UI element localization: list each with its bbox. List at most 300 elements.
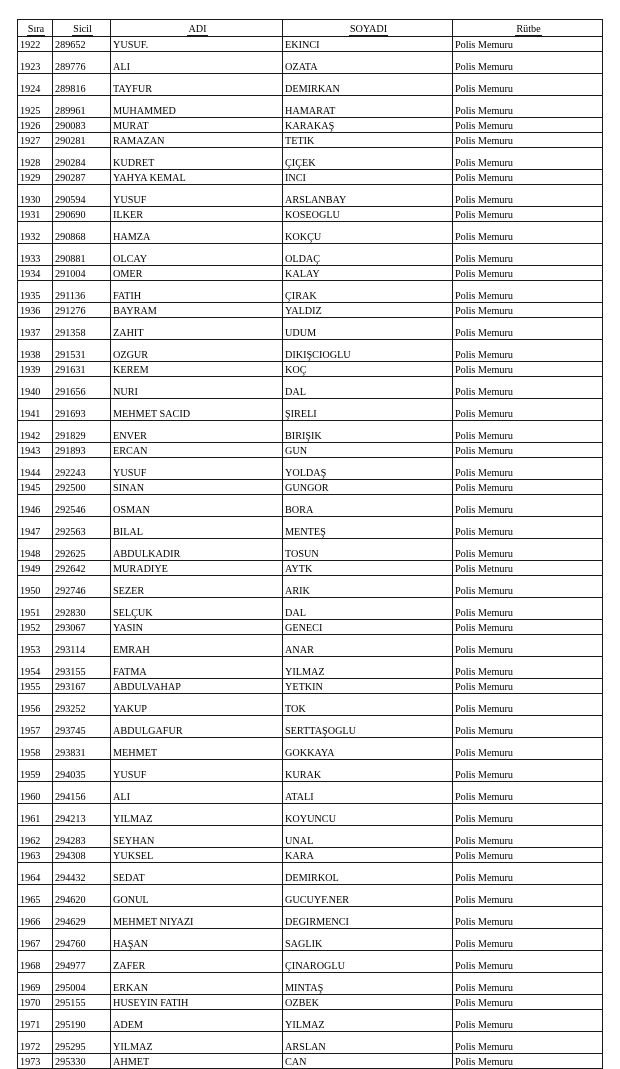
cell-rutbe: Polis Memuru [453, 995, 603, 1010]
cell-sira: 1965 [18, 885, 53, 907]
cell-rutbe: Polis Memuru [453, 118, 603, 133]
cell-soyadi: ARSLANBAY [283, 185, 453, 207]
cell-adi: ERCAN [111, 443, 283, 458]
cell-sicil: 293155 [53, 657, 111, 679]
column-header-soyadi: SOYADI [283, 20, 453, 37]
cell-rutbe: Polis Memuru [453, 863, 603, 885]
cell-soyadi: ÇIÇEK [283, 148, 453, 170]
cell-rutbe: Polis Memuru [453, 716, 603, 738]
cell-soyadi: ÇINAROGLU [283, 951, 453, 973]
cell-sira: 1949 [18, 561, 53, 576]
table-row[interactable] [18, 576, 603, 598]
cell-adi: YUSUF [111, 185, 283, 207]
cell-adi: AHMET [111, 1054, 283, 1069]
cell-sira: 1962 [18, 826, 53, 848]
cell-sicil: 293067 [53, 620, 111, 635]
cell-adi: HUSEYIN FATIH [111, 995, 283, 1010]
table-row[interactable] [18, 37, 603, 52]
cell-soyadi: YALDIZ [283, 303, 453, 318]
cell-rutbe: Polis Memuru [453, 848, 603, 863]
cell-soyadi: DEMIRKOL [283, 863, 453, 885]
table-row[interactable] [18, 995, 603, 1010]
cell-adi: ZAHIT [111, 318, 283, 340]
cell-soyadi: ATALI [283, 782, 453, 804]
cell-adi: YAHYA KEMAL [111, 170, 283, 185]
table-row[interactable] [18, 74, 603, 96]
cell-sira: 1932 [18, 222, 53, 244]
cell-rutbe: Polis Memuru [453, 782, 603, 804]
cell-sicil: 294977 [53, 951, 111, 973]
cell-sicil: 289961 [53, 96, 111, 118]
table-row[interactable] [18, 738, 603, 760]
cell-sicil: 290690 [53, 207, 111, 222]
cell-soyadi: SAGLIK [283, 929, 453, 951]
cell-soyadi: MENTEŞ [283, 517, 453, 539]
cell-sicil: 293745 [53, 716, 111, 738]
table-row[interactable] [18, 657, 603, 679]
cell-soyadi: KOKÇU [283, 222, 453, 244]
cell-sicil: 294432 [53, 863, 111, 885]
cell-sira: 1972 [18, 1032, 53, 1054]
cell-rutbe: Polis Memuru [453, 929, 603, 951]
cell-sicil: 294629 [53, 907, 111, 929]
cell-adi: MEHMET [111, 738, 283, 760]
cell-soyadi: DAL [283, 377, 453, 399]
cell-sicil: 290594 [53, 185, 111, 207]
cell-soyadi: ARSLAN [283, 1032, 453, 1054]
cell-soyadi: KURAK [283, 760, 453, 782]
cell-sira: 1923 [18, 52, 53, 74]
table-row[interactable] [18, 826, 603, 848]
cell-sira: 1922 [18, 37, 53, 52]
table-row[interactable] [18, 517, 603, 539]
cell-adi: OLCAY [111, 244, 283, 266]
cell-sicil: 290868 [53, 222, 111, 244]
table-header [18, 20, 603, 37]
cell-rutbe: Polis Memuru [453, 480, 603, 495]
cell-sira: 1936 [18, 303, 53, 318]
cell-soyadi: DIKIŞCIOGLU [283, 340, 453, 362]
cell-sicil: 294760 [53, 929, 111, 951]
cell-adi: ZAFER [111, 951, 283, 973]
table-row[interactable] [18, 598, 603, 620]
cell-sicil: 295190 [53, 1010, 111, 1032]
cell-sicil: 292500 [53, 480, 111, 495]
cell-adi: OSMAN [111, 495, 283, 517]
cell-sira: 1948 [18, 539, 53, 561]
cell-adi: BILAL [111, 517, 283, 539]
cell-rutbe: Polis Memuru [453, 443, 603, 458]
cell-sicil: 292642 [53, 561, 111, 576]
cell-soyadi: OZATA [283, 52, 453, 74]
cell-soyadi: KARAKAŞ [283, 118, 453, 133]
table-row[interactable] [18, 222, 603, 244]
cell-sicil: 290881 [53, 244, 111, 266]
cell-sira: 1969 [18, 973, 53, 995]
cell-soyadi: HAMARAT [283, 96, 453, 118]
cell-adi: GONUL [111, 885, 283, 907]
cell-rutbe: Polis Memuru [453, 657, 603, 679]
cell-sira: 1937 [18, 318, 53, 340]
cell-soyadi: ŞIRELI [283, 399, 453, 421]
cell-soyadi: YILMAZ [283, 657, 453, 679]
cell-soyadi: OLDAÇ [283, 244, 453, 266]
cell-soyadi: DAL [283, 598, 453, 620]
table-row[interactable] [18, 480, 603, 495]
cell-sira: 1929 [18, 170, 53, 185]
table-row[interactable] [18, 716, 603, 738]
cell-sicil: 290083 [53, 118, 111, 133]
cell-rutbe: Polis Memuru [453, 421, 603, 443]
cell-sira: 1956 [18, 694, 53, 716]
table-row[interactable] [18, 458, 603, 480]
cell-sicil: 292746 [53, 576, 111, 598]
table-body [18, 37, 603, 1069]
cell-adi: KUDRET [111, 148, 283, 170]
cell-soyadi: SERTTAŞOGLU [283, 716, 453, 738]
cell-rutbe: Polis Memuru [453, 679, 603, 694]
cell-adi: ALI [111, 782, 283, 804]
cell-rutbe: Polis Memuru [453, 738, 603, 760]
table-row[interactable] [18, 620, 603, 635]
cell-soyadi: KOYUNCU [283, 804, 453, 826]
cell-sicil: 291631 [53, 362, 111, 377]
cell-sicil: 294620 [53, 885, 111, 907]
cell-sicil: 291693 [53, 399, 111, 421]
column-header-sicil: Sicil [53, 20, 111, 37]
cell-adi: MEHMET NIYAZI [111, 907, 283, 929]
cell-sira: 1971 [18, 1010, 53, 1032]
cell-sicil: 293252 [53, 694, 111, 716]
cell-sira: 1970 [18, 995, 53, 1010]
cell-sira: 1934 [18, 266, 53, 281]
cell-rutbe: Polis Memuru [453, 539, 603, 561]
table-row[interactable] [18, 118, 603, 133]
cell-adi: YUSUF [111, 458, 283, 480]
cell-sira: 1943 [18, 443, 53, 458]
table-row[interactable] [18, 185, 603, 207]
table-row[interactable] [18, 421, 603, 443]
table-row[interactable] [18, 694, 603, 716]
table-row[interactable] [18, 318, 603, 340]
cell-sira: 1933 [18, 244, 53, 266]
table-row[interactable] [18, 951, 603, 973]
cell-soyadi: BORA [283, 495, 453, 517]
cell-soyadi: BIRIŞIK [283, 421, 453, 443]
table-row[interactable] [18, 907, 603, 929]
table-row[interactable] [18, 207, 603, 222]
cell-soyadi: INCI [283, 170, 453, 185]
cell-sira: 1959 [18, 760, 53, 782]
cell-adi: FATIH [111, 281, 283, 303]
table-row[interactable] [18, 782, 603, 804]
table-row[interactable] [18, 244, 603, 266]
table-row[interactable] [18, 133, 603, 148]
cell-sira: 1944 [18, 458, 53, 480]
cell-soyadi: GUN [283, 443, 453, 458]
cell-soyadi: KOSEOGLU [283, 207, 453, 222]
cell-adi: ENVER [111, 421, 283, 443]
table-row[interactable] [18, 760, 603, 782]
cell-rutbe: Polis Memuru [453, 170, 603, 185]
cell-sira: 1964 [18, 863, 53, 885]
table-row[interactable] [18, 863, 603, 885]
cell-sicil: 292546 [53, 495, 111, 517]
cell-rutbe: Polis Memuru [453, 1010, 603, 1032]
cell-adi: HAŞAN [111, 929, 283, 951]
cell-sicil: 290284 [53, 148, 111, 170]
cell-sira: 1928 [18, 148, 53, 170]
cell-sicil: 291276 [53, 303, 111, 318]
cell-adi: ADEM [111, 1010, 283, 1032]
cell-sira: 1966 [18, 907, 53, 929]
cell-rutbe: Polis Memuru [453, 303, 603, 318]
table-row[interactable] [18, 929, 603, 951]
cell-adi: SEZER [111, 576, 283, 598]
cell-sira: 1925 [18, 96, 53, 118]
cell-soyadi: GENECI [283, 620, 453, 635]
cell-rutbe: Polis Memuru [453, 362, 603, 377]
cell-sira: 1930 [18, 185, 53, 207]
cell-adi: ABDULVAHAP [111, 679, 283, 694]
cell-sicil: 294283 [53, 826, 111, 848]
cell-rutbe: Polis Memuru [453, 266, 603, 281]
cell-adi: YAKUP [111, 694, 283, 716]
cell-sicil: 290281 [53, 133, 111, 148]
table-row[interactable] [18, 1010, 603, 1032]
cell-adi: HAMZA [111, 222, 283, 244]
table-row[interactable] [18, 377, 603, 399]
cell-sira: 1927 [18, 133, 53, 148]
personnel-roster-table [17, 19, 603, 1069]
cell-sicil: 295295 [53, 1032, 111, 1054]
cell-soyadi: YETKIN [283, 679, 453, 694]
table-row[interactable] [18, 679, 603, 694]
table-row[interactable] [18, 281, 603, 303]
cell-soyadi: ÇIRAK [283, 281, 453, 303]
cell-adi: ALI [111, 52, 283, 74]
cell-sicil: 294213 [53, 804, 111, 826]
cell-rutbe: Polis Memuru [453, 804, 603, 826]
cell-soyadi: TOSUN [283, 539, 453, 561]
cell-adi: SEDAT [111, 863, 283, 885]
cell-soyadi: GUCUYF.NER [283, 885, 453, 907]
cell-soyadi: GOKKAYA [283, 738, 453, 760]
table-row[interactable] [18, 804, 603, 826]
cell-adi: ABDULGAFUR [111, 716, 283, 738]
cell-soyadi: KARA [283, 848, 453, 863]
cell-sira: 1946 [18, 495, 53, 517]
cell-rutbe: Polis Memuru [453, 340, 603, 362]
cell-adi: SINAN [111, 480, 283, 495]
cell-rutbe: Polis Memuru [453, 185, 603, 207]
cell-sicil: 292625 [53, 539, 111, 561]
table-row[interactable] [18, 885, 603, 907]
cell-sira: 1939 [18, 362, 53, 377]
cell-adi: KEREM [111, 362, 283, 377]
cell-sicil: 294156 [53, 782, 111, 804]
cell-sicil: 293167 [53, 679, 111, 694]
cell-adi: ABDULKADIR [111, 539, 283, 561]
cell-sicil: 291004 [53, 266, 111, 281]
cell-rutbe: Polis Memuru [453, 399, 603, 421]
table-row[interactable] [18, 340, 603, 362]
cell-sira: 1941 [18, 399, 53, 421]
cell-sicil: 294308 [53, 848, 111, 863]
table-row[interactable] [18, 1032, 603, 1054]
cell-sicil: 292563 [53, 517, 111, 539]
cell-sira: 1938 [18, 340, 53, 362]
cell-rutbe: Polis Memuru [453, 826, 603, 848]
cell-sicil: 291656 [53, 377, 111, 399]
cell-adi: RAMAZAN [111, 133, 283, 148]
cell-rutbe: Polis Memuru [453, 760, 603, 782]
cell-rutbe: Polis Metnuru [453, 561, 603, 576]
cell-rutbe: Polis Memuru [453, 148, 603, 170]
cell-adi: ILKER [111, 207, 283, 222]
cell-sira: 1973 [18, 1054, 53, 1069]
table-row[interactable] [18, 148, 603, 170]
cell-rutbe: Polis Memuru [453, 576, 603, 598]
cell-rutbe: Polis Memuru [453, 96, 603, 118]
cell-adi: TAYFUR [111, 74, 283, 96]
table-row[interactable] [18, 96, 603, 118]
cell-rutbe: Polis Memuru [453, 318, 603, 340]
cell-soyadi: CAN [283, 1054, 453, 1069]
cell-sira: 1945 [18, 480, 53, 495]
table-row[interactable] [18, 561, 603, 576]
cell-sicil: 291893 [53, 443, 111, 458]
cell-soyadi: EKINCI [283, 37, 453, 52]
table-row[interactable] [18, 52, 603, 74]
cell-sicil: 295155 [53, 995, 111, 1010]
cell-adi: MEHMET SACID [111, 399, 283, 421]
cell-soyadi: UDUM [283, 318, 453, 340]
cell-sira: 1960 [18, 782, 53, 804]
table-row[interactable] [18, 266, 603, 281]
cell-adi: SEYHAN [111, 826, 283, 848]
cell-sira: 1942 [18, 421, 53, 443]
cell-adi: YUSUF. [111, 37, 283, 52]
cell-adi: YILMAZ [111, 1032, 283, 1054]
cell-rutbe: Polis Memuru [453, 1054, 603, 1069]
cell-sira: 1951 [18, 598, 53, 620]
cell-rutbe: Polis Memuru [453, 951, 603, 973]
cell-soyadi: DEMIRKAN [283, 74, 453, 96]
cell-rutbe: Polis Memuru [453, 133, 603, 148]
cell-rutbe: Polis Memuru [453, 244, 603, 266]
table-row[interactable] [18, 170, 603, 185]
table-row[interactable] [18, 399, 603, 421]
cell-soyadi: OZBEK [283, 995, 453, 1010]
cell-rutbe: Polis Memuru [453, 207, 603, 222]
cell-sira: 1968 [18, 951, 53, 973]
cell-sicil: 292243 [53, 458, 111, 480]
table-row[interactable] [18, 973, 603, 995]
cell-sicil: 295330 [53, 1054, 111, 1069]
cell-sira: 1961 [18, 804, 53, 826]
cell-adi: BAYRAM [111, 303, 283, 318]
table-row[interactable] [18, 362, 603, 377]
cell-adi: FATMA [111, 657, 283, 679]
cell-adi: YUSUF [111, 760, 283, 782]
cell-soyadi: DEGIRMENCI [283, 907, 453, 929]
table-row[interactable] [18, 1054, 603, 1069]
header-row [18, 20, 603, 37]
cell-sicil: 290287 [53, 170, 111, 185]
cell-rutbe: Polis Memuru [453, 598, 603, 620]
cell-sicil: 291829 [53, 421, 111, 443]
cell-adi: ERKAN [111, 973, 283, 995]
cell-rutbe: Polis Memuru [453, 74, 603, 96]
cell-rutbe: Polis Memuru [453, 458, 603, 480]
cell-soyadi: ARIK [283, 576, 453, 598]
column-header-sira: Sıra [18, 20, 53, 37]
cell-sira: 1954 [18, 657, 53, 679]
cell-rutbe: Polis Memuru [453, 37, 603, 52]
cell-sira: 1957 [18, 716, 53, 738]
cell-soyadi: TETIK [283, 133, 453, 148]
cell-sicil: 292830 [53, 598, 111, 620]
cell-soyadi: AYTK [283, 561, 453, 576]
cell-sira: 1950 [18, 576, 53, 598]
cell-adi: MURAT [111, 118, 283, 133]
cell-rutbe: Polis Memuru [453, 620, 603, 635]
cell-soyadi: UNAL [283, 826, 453, 848]
table-row[interactable] [18, 443, 603, 458]
cell-sira: 1952 [18, 620, 53, 635]
cell-sicil: 293114 [53, 635, 111, 657]
cell-soyadi: YOLDAŞ [283, 458, 453, 480]
cell-rutbe: Polis Memuru [453, 377, 603, 399]
column-header-adi: ADI [111, 20, 283, 37]
cell-sicil: 291136 [53, 281, 111, 303]
cell-rutbe: Polis Memuru [453, 907, 603, 929]
cell-rutbe: Polis Memuru [453, 517, 603, 539]
cell-sicil: 289816 [53, 74, 111, 96]
cell-sicil: 294035 [53, 760, 111, 782]
cell-sira: 1967 [18, 929, 53, 951]
cell-soyadi: YILMAZ [283, 1010, 453, 1032]
cell-sira: 1955 [18, 679, 53, 694]
cell-adi: EMRAH [111, 635, 283, 657]
cell-rutbe: Polis Memuru [453, 52, 603, 74]
cell-adi: YUKSEL [111, 848, 283, 863]
table-row[interactable] [18, 495, 603, 517]
cell-rutbe: Polis Memuru [453, 973, 603, 995]
cell-soyadi: TOK [283, 694, 453, 716]
cell-adi: MURADIYE [111, 561, 283, 576]
cell-sira: 1958 [18, 738, 53, 760]
table-row[interactable] [18, 539, 603, 561]
cell-sira: 1924 [18, 74, 53, 96]
cell-soyadi: KALAY [283, 266, 453, 281]
cell-adi: YILMAZ [111, 804, 283, 826]
cell-adi: OZGUR [111, 340, 283, 362]
cell-rutbe: Polis Memuru [453, 222, 603, 244]
cell-sicil: 295004 [53, 973, 111, 995]
table-row[interactable] [18, 848, 603, 863]
cell-rutbe: Polis Memuru [453, 495, 603, 517]
cell-adi: MUHAMMED [111, 96, 283, 118]
table-row[interactable] [18, 635, 603, 657]
table-row[interactable] [18, 303, 603, 318]
cell-soyadi: MINTAŞ [283, 973, 453, 995]
cell-sicil: 291531 [53, 340, 111, 362]
cell-sicil: 293831 [53, 738, 111, 760]
cell-sicil: 289776 [53, 52, 111, 74]
cell-soyadi: GUNGOR [283, 480, 453, 495]
